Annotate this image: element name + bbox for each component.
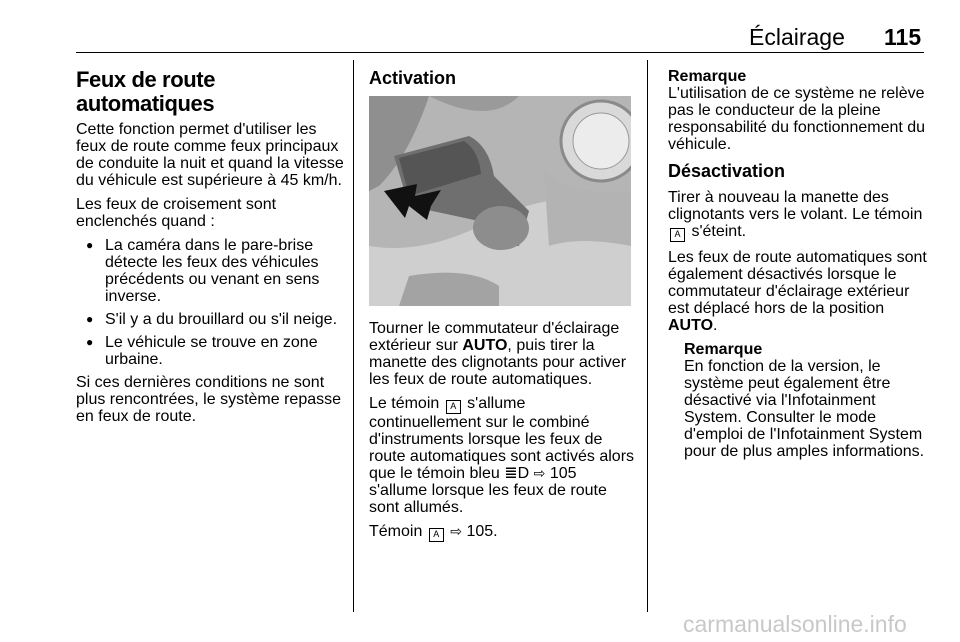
paragraph: Cette fonction permet d'utiliser les feux de route comme feux principaux de conduite la nuit et quand la vitesse du véhicule est supérieure à 45 km/h. [76, 121, 344, 189]
column-divider-2 [647, 60, 648, 612]
auto-high-beam-indicator-icon: A [670, 228, 685, 242]
section-heading-activation: Activation [369, 68, 457, 88]
high-beam-indicator-icon: ≣D [504, 465, 530, 482]
page-number: 115 [884, 24, 922, 50]
column-divider-1 [353, 60, 354, 612]
paragraph: Tourner le commutateur d'éclairage extérieur sur AUTO, puis tirer la manette des clignotants pour activer les feux de route automatiques. [369, 320, 627, 388]
conditions-list [76, 237, 346, 368]
column-2 [369, 68, 635, 549]
auto-label: AUTO [668, 317, 714, 334]
page-reference-icon: ⇨ [450, 523, 462, 539]
header-rule [76, 52, 924, 53]
note-box [668, 341, 930, 460]
note-text: En fonction de la version, le système peut également être désactivé via l'Infotainment System. Consulter le mode d'emploi de l'Infotainment System pour de plus amples informations. [684, 358, 925, 460]
page-reference-icon: ⇨ [533, 465, 546, 481]
paragraph: Témoin A ⇨ 105. [369, 523, 498, 540]
section-heading-auto-high-beam: Feux de route automatiques [76, 67, 216, 116]
list-item: ● S'il y a du brouillard ou s'il neige. [76, 311, 346, 328]
lever-photo [369, 96, 631, 306]
note-box [668, 68, 930, 153]
auto-high-beam-indicator-icon: A [429, 528, 444, 542]
list-item: ● Le véhicule se trouve en zone urbaine. [76, 334, 346, 368]
section-heading-deactivation: Désactivation [668, 161, 786, 181]
list-item: ● La caméra dans le pare-brise détecte les feux des véhicules précédents ou venant en sens inverse. [76, 237, 346, 305]
column-3 [668, 68, 930, 468]
paragraph: Si ces dernières conditions ne sont plus rencontrées, le système repasse en feux de route. [76, 374, 342, 425]
note-text: L'utilisation de ce système ne relève pas le conducteur de la pleine responsabilité du fonctionnement du véhicule. [668, 85, 926, 153]
auto-label: AUTO [462, 337, 508, 354]
note-title: Remarque [668, 68, 747, 85]
watermark: carmanualsonline.info [683, 611, 907, 637]
paragraph: Les feux de croisement sont enclenchés quand : [76, 196, 277, 230]
paragraph: Les feux de route automatiques sont également désactivés lorsque le commutateur d'éclairage extérieur est déplacé hors de la position AUTO. [668, 249, 927, 334]
paragraph: Tirer à nouveau la manette des clignotants vers le volant. Le témoin A s'éteint. [668, 189, 923, 240]
auto-high-beam-indicator-icon: A [446, 400, 461, 414]
note-title: Remarque [684, 341, 763, 358]
column-1 [76, 68, 346, 432]
paragraph: Le témoin A s'allume continuellement sur le combiné d'instruments lorsque les feux de route automatiques sont activés alors que le témoin bleu ≣D ⇨ 105 s'allume lorsque les feux de route sont allumés. [369, 395, 635, 516]
header-title: Éclairage [749, 24, 845, 50]
